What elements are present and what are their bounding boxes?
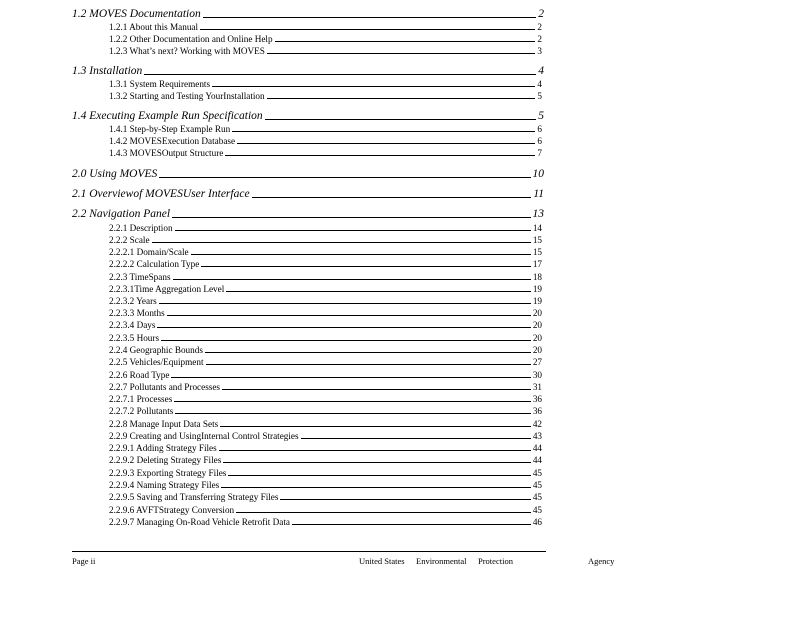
toc-label: 1.4 Executing Example Run Specification — [72, 110, 263, 122]
toc-page-number: 45 — [532, 505, 542, 515]
toc-leader-line — [225, 155, 535, 156]
toc-entry-row — [109, 308, 542, 318]
toc-leader-line — [267, 98, 536, 99]
toc-label: 2.2.9.3 Exporting Strategy Files — [109, 468, 227, 478]
toc-leader-line — [301, 438, 531, 439]
toc-label: 2.2.3 TimeSpans — [109, 272, 171, 282]
toc-leader-line — [222, 389, 531, 390]
toc-page-number: 45 — [532, 468, 542, 478]
toc-page-number: 46 — [532, 517, 542, 527]
toc-leader-line — [171, 377, 530, 378]
toc-entry-row — [109, 419, 542, 429]
toc-page-number: 10 — [532, 168, 544, 180]
toc-label: 2.2.9.5 Saving and Transferring Strategy Files — [109, 492, 279, 502]
toc-label: 2.2.9.1 Adding Strategy Files — [109, 443, 217, 453]
toc-leader-line — [206, 364, 531, 365]
toc-label: 2.1 Overviewof MOVESUser Interface — [72, 188, 250, 200]
toc-entry-row — [109, 124, 542, 134]
toc-page-number: 4 — [537, 79, 542, 89]
toc-page-number: 44 — [532, 455, 542, 465]
toc-page-number: 7 — [537, 148, 542, 158]
toc-label: 2.2.6 Road Type — [109, 370, 170, 380]
toc-leader-line — [201, 266, 531, 267]
toc-leader-line — [203, 17, 537, 18]
toc-entry-row — [109, 46, 542, 56]
toc-section-row — [72, 208, 544, 220]
toc-page-number: 36 — [532, 394, 542, 404]
toc-page-number: 20 — [532, 345, 542, 355]
toc-leader-line — [226, 291, 531, 292]
toc-entry-row — [109, 91, 542, 101]
toc-label: 2.2.9.2 Deleting Strategy Files — [109, 455, 222, 465]
toc-page-number: 18 — [532, 272, 542, 282]
footer-rule — [72, 551, 546, 552]
toc-leader-line — [275, 41, 536, 42]
toc-leader-line — [236, 512, 531, 513]
toc-entry-row — [109, 272, 542, 282]
toc-entry-row — [109, 357, 542, 367]
toc-leader-line — [220, 426, 531, 427]
toc-page-number: 20 — [532, 333, 542, 343]
toc-entry-row — [109, 247, 542, 257]
toc-leader-line — [200, 29, 535, 30]
toc-entry-row — [109, 505, 542, 515]
toc-section-row — [72, 168, 544, 180]
toc-entry-row — [109, 394, 542, 404]
toc-page-number: 19 — [532, 296, 542, 306]
toc-leader-line — [237, 143, 535, 144]
toc-leader-line — [252, 197, 532, 198]
toc-leader-line — [159, 177, 530, 178]
toc-entry-row — [109, 455, 542, 465]
toc-label: 2.2.9.6 AVFTStrategy Conversion — [109, 505, 235, 515]
toc-section-row — [72, 188, 544, 200]
toc-page-number: 45 — [532, 492, 542, 502]
toc-label: 2.2.9.7 Managing On-Road Vehicle Retrofit Data — [109, 517, 290, 527]
toc-page-number: 27 — [532, 357, 542, 367]
toc-leader-line — [292, 524, 531, 525]
toc-label: 1.4.3 MOVESOutput Structure — [109, 148, 224, 158]
toc-leader-line — [172, 217, 530, 218]
toc-label: 2.2.8 Manage Input Data Sets — [109, 419, 219, 429]
toc-entry-row — [109, 34, 542, 44]
toc-entry-row — [109, 223, 542, 233]
toc-leader-line — [161, 340, 531, 341]
toc-label: 1.3.1 System Requirements — [109, 79, 211, 89]
toc-entry-row — [109, 517, 542, 527]
toc-entry-row — [109, 370, 542, 380]
toc-label: 2.2.9 Creating and UsingInternal Control Strategies — [109, 431, 299, 441]
toc-label: 1.3 Installation — [72, 65, 143, 77]
toc-entry-row — [109, 382, 542, 392]
toc-label: 2.2.7 Pollutants and Processes — [109, 382, 221, 392]
toc-label: 2.0 Using MOVES — [72, 168, 158, 180]
toc-entry-row — [109, 345, 542, 355]
toc-leader-line — [144, 74, 536, 75]
toc-label: 1.2.1 About this Manual — [109, 22, 199, 32]
toc-page-number: 42 — [532, 419, 542, 429]
toc-leader-line — [265, 119, 537, 120]
toc-section-row — [72, 65, 544, 77]
toc-entry-row — [109, 136, 542, 146]
toc-leader-line — [167, 315, 531, 316]
toc-page-number: 6 — [537, 136, 542, 146]
toc-leader-line — [174, 401, 531, 402]
toc-page-number: 15 — [532, 235, 542, 245]
toc-leader-line — [191, 254, 531, 255]
toc-leader-line — [173, 279, 531, 280]
toc-label: 2.2.7.2 Pollutants — [109, 406, 174, 416]
toc-label: 2.2 Navigation Panel — [72, 208, 171, 220]
toc-label: 1.4.2 MOVESExecution Database — [109, 136, 236, 146]
footer-page-label: Page ii — [72, 556, 96, 566]
footer-org-united-states: United States — [359, 556, 405, 566]
toc-page-number: 5 — [537, 91, 542, 101]
toc-page-number: 15 — [532, 247, 542, 257]
toc-page-number: 30 — [532, 370, 542, 380]
toc-label: 1.2.2 Other Documentation and Online Help — [109, 34, 273, 44]
toc-entry-row — [109, 235, 542, 245]
toc-label: 2.2.7.1 Processes — [109, 394, 173, 404]
toc-leader-line — [159, 303, 531, 304]
toc-entry-row — [109, 320, 542, 330]
toc-page-number: 2 — [537, 22, 542, 32]
toc-leader-line — [152, 242, 531, 243]
toc-page-number: 36 — [532, 406, 542, 416]
toc-page-number: 44 — [532, 443, 542, 453]
toc-entry-row — [109, 79, 542, 89]
toc-leader-line — [232, 131, 535, 132]
toc-entry-row — [109, 22, 542, 32]
toc-page-number: 45 — [532, 480, 542, 490]
toc-page-number: 5 — [538, 110, 544, 122]
toc-leader-line — [267, 53, 536, 54]
toc-entry-row — [109, 468, 542, 478]
toc-leader-line — [175, 230, 531, 231]
toc-leader-line — [221, 487, 531, 488]
footer-org-environmental: Environmental — [416, 556, 467, 566]
toc-label: 1.2.3 What’s next? Working with MOVES — [109, 46, 265, 56]
toc-page-number: 3 — [537, 46, 542, 56]
toc-page-number: 43 — [532, 431, 542, 441]
toc-entry-row — [109, 333, 542, 343]
toc-leader-line — [223, 462, 531, 463]
toc-page-number: 13 — [532, 208, 544, 220]
toc-label: 2.2.2.1 Domain/Scale — [109, 247, 189, 257]
toc-page-number: 11 — [533, 188, 544, 200]
toc-page-number: 14 — [532, 223, 542, 233]
toc-entry-row — [109, 148, 542, 158]
toc-label: 2.2.4 Geographic Bounds — [109, 345, 203, 355]
toc-label: 2.2.3.1Time Aggregation Level — [109, 284, 225, 294]
toc-leader-line — [280, 499, 530, 500]
toc-entry-row — [109, 443, 542, 453]
toc-entry-row — [109, 259, 542, 269]
toc-page-number: 2 — [538, 8, 544, 20]
toc-entry-row — [109, 492, 542, 502]
toc-entry-row — [109, 480, 542, 490]
toc-page-number: 2 — [537, 34, 542, 44]
toc-entry-row — [109, 431, 542, 441]
toc-page-number: 6 — [537, 124, 542, 134]
toc-section-row — [72, 110, 544, 122]
toc-label: 2.2.3.5 Hours — [109, 333, 160, 343]
toc-label: 2.2.2 Scale — [109, 235, 150, 245]
toc-label: 1.2 MOVES Documentation — [72, 8, 201, 20]
toc-page-number: 20 — [532, 320, 542, 330]
toc-page-number: 20 — [532, 308, 542, 318]
toc-section-row — [72, 8, 544, 20]
toc-label: 2.2.3.4 Days — [109, 320, 156, 330]
footer-org-protection: Protection — [478, 556, 513, 566]
toc-leader-line — [157, 327, 530, 328]
toc-page-number: 17 — [532, 259, 542, 269]
toc-label: 2.2.3.3 Months — [109, 308, 165, 318]
toc-leader-line — [228, 475, 530, 476]
toc-label: 2.2.9.4 Naming Strategy Files — [109, 480, 220, 490]
toc-entry-row — [109, 406, 542, 416]
toc-leader-line — [205, 352, 531, 353]
toc-label: 2.2.3.2 Years — [109, 296, 157, 306]
footer-org-agency: Agency — [588, 556, 615, 566]
toc-page-number: 4 — [538, 65, 544, 77]
toc-label: 1.4.1 Step-by-Step Example Run — [109, 124, 231, 134]
toc-leader-line — [219, 450, 531, 451]
toc-page-number: 31 — [532, 382, 542, 392]
toc-page-number: 19 — [532, 284, 542, 294]
toc-label: 1.3.2 Starting and Testing YourInstallation — [109, 91, 265, 101]
toc-entry-row — [109, 296, 542, 306]
toc-leader-line — [212, 86, 535, 87]
toc-label: 2.2.2.2 Calculation Type — [109, 259, 200, 269]
toc-label: 2.2.1 Description — [109, 223, 173, 233]
toc-leader-line — [175, 413, 530, 414]
toc-label: 2.2.5 Vehicles/Equipment — [109, 357, 204, 367]
toc-entry-row — [109, 284, 542, 294]
